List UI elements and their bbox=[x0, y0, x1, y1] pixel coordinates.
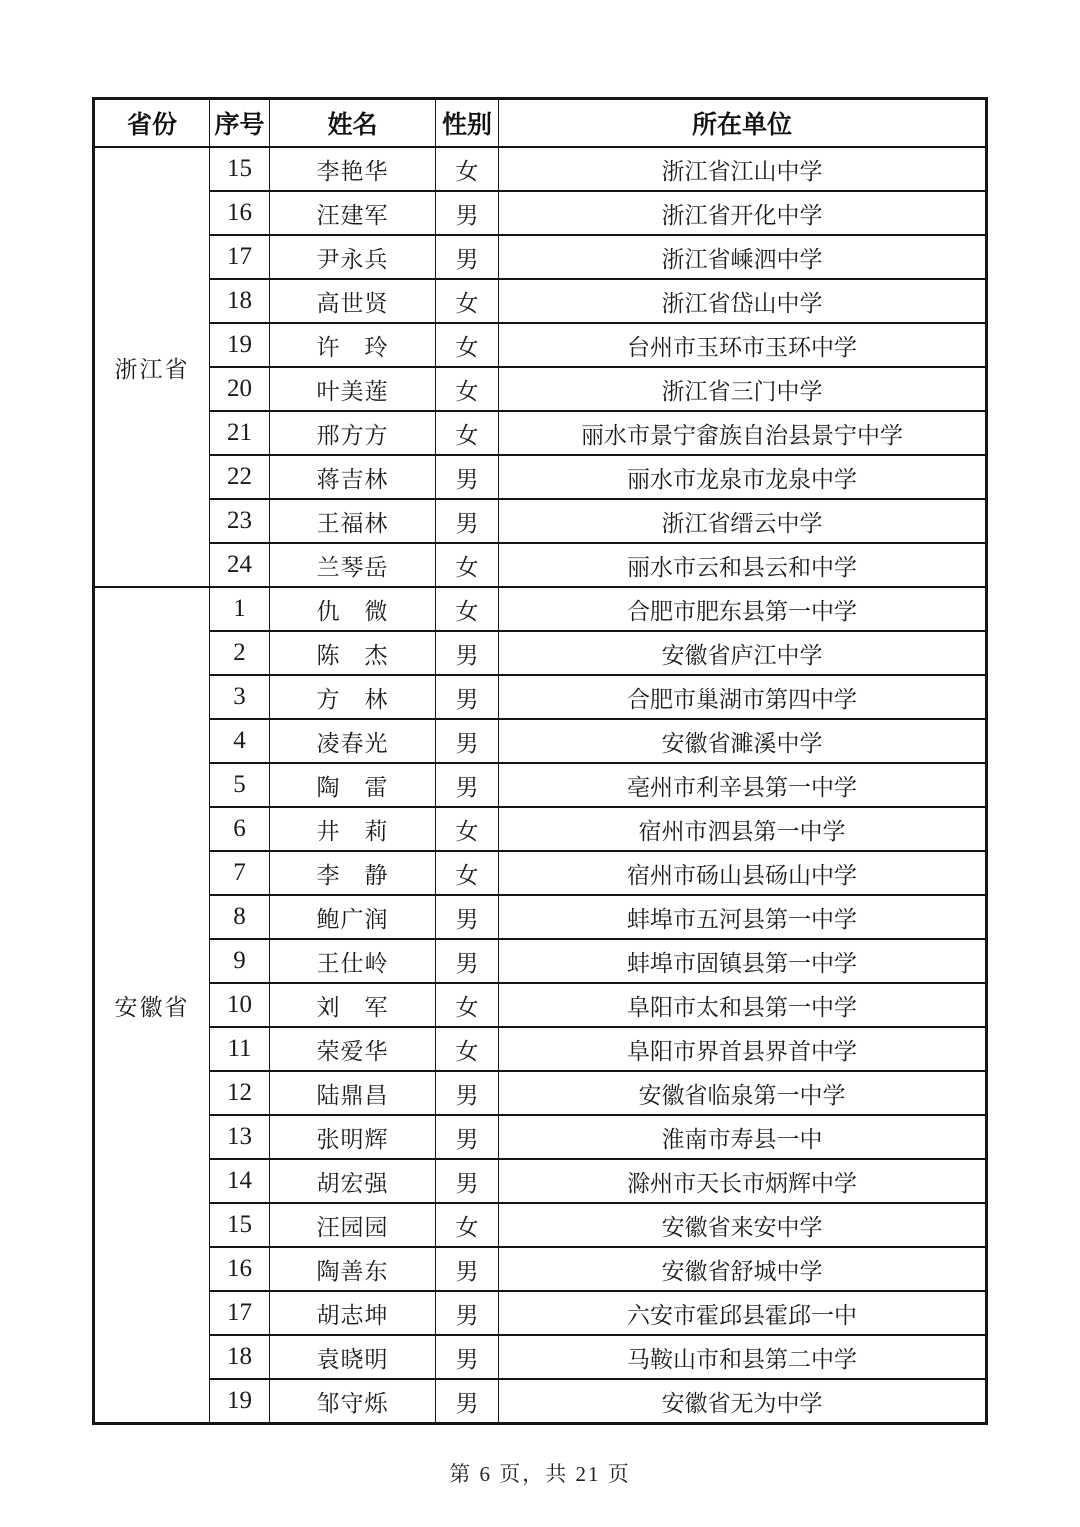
serial-cell: 2 bbox=[210, 631, 270, 675]
serial-cell: 8 bbox=[210, 895, 270, 939]
header-row bbox=[94, 99, 987, 148]
unit-cell: 安徽省来安中学 bbox=[499, 1203, 987, 1247]
unit-cell: 亳州市利辛县第一中学 bbox=[499, 763, 987, 807]
serial-cell: 19 bbox=[210, 323, 270, 367]
gender-cell: 男 bbox=[436, 939, 499, 983]
serial-cell: 16 bbox=[210, 191, 270, 235]
unit-cell: 马鞍山市和县第二中学 bbox=[499, 1335, 987, 1379]
unit-cell: 滁州市天长市炳辉中学 bbox=[499, 1159, 987, 1203]
name-cell: 李艳华 bbox=[270, 147, 436, 191]
gender-cell: 女 bbox=[436, 1027, 499, 1071]
name-cell: 汪建军 bbox=[270, 191, 436, 235]
gender-cell: 女 bbox=[436, 367, 499, 411]
unit-cell: 阜阳市太和县第一中学 bbox=[499, 983, 987, 1027]
serial-cell: 4 bbox=[210, 719, 270, 763]
name-cell: 高世贤 bbox=[270, 279, 436, 323]
serial-cell: 9 bbox=[210, 939, 270, 983]
table-row bbox=[94, 807, 987, 851]
unit-cell: 安徽省庐江中学 bbox=[499, 631, 987, 675]
name-cell: 荣爱华 bbox=[270, 1027, 436, 1071]
unit-cell: 安徽省无为中学 bbox=[499, 1379, 987, 1424]
serial-cell: 3 bbox=[210, 675, 270, 719]
gender-cell: 女 bbox=[436, 543, 499, 587]
name-cell: 蒋吉林 bbox=[270, 455, 436, 499]
unit-cell: 合肥市肥东县第一中学 bbox=[499, 587, 987, 631]
table-row bbox=[94, 1247, 987, 1291]
table-row bbox=[94, 411, 987, 455]
gender-cell: 男 bbox=[436, 1247, 499, 1291]
table-row bbox=[94, 763, 987, 807]
table-row bbox=[94, 1071, 987, 1115]
gender-cell: 男 bbox=[436, 1115, 499, 1159]
gender-cell: 男 bbox=[436, 455, 499, 499]
name-cell: 兰琴岳 bbox=[270, 543, 436, 587]
unit-cell: 丽水市景宁畲族自治县景宁中学 bbox=[499, 411, 987, 455]
province-cell: 浙江省 bbox=[94, 147, 210, 587]
name-cell: 陆鼎昌 bbox=[270, 1071, 436, 1115]
gender-cell: 男 bbox=[436, 1379, 499, 1424]
gender-cell: 男 bbox=[436, 499, 499, 543]
table-row bbox=[94, 279, 987, 323]
table-row bbox=[94, 1203, 987, 1247]
table-row bbox=[94, 147, 987, 191]
unit-cell: 安徽省舒城中学 bbox=[499, 1247, 987, 1291]
unit-cell: 安徽省濉溪中学 bbox=[499, 719, 987, 763]
name-cell: 邢方方 bbox=[270, 411, 436, 455]
gender-cell: 男 bbox=[436, 1159, 499, 1203]
table-row bbox=[94, 499, 987, 543]
roster-header bbox=[94, 99, 987, 148]
name-cell: 邹守烁 bbox=[270, 1379, 436, 1424]
serial-cell: 18 bbox=[210, 279, 270, 323]
serial-cell: 13 bbox=[210, 1115, 270, 1159]
table-row bbox=[94, 983, 987, 1027]
roster-body bbox=[94, 147, 987, 1424]
serial-cell: 15 bbox=[210, 147, 270, 191]
name-cell: 李 静 bbox=[270, 851, 436, 895]
unit-cell: 蚌埠市五河县第一中学 bbox=[499, 895, 987, 939]
table-row bbox=[94, 455, 987, 499]
gender-cell: 男 bbox=[436, 631, 499, 675]
table-row bbox=[94, 367, 987, 411]
gender-cell: 女 bbox=[436, 587, 499, 631]
header-gender: 性别 bbox=[436, 99, 499, 148]
gender-cell: 男 bbox=[436, 719, 499, 763]
name-cell: 胡宏强 bbox=[270, 1159, 436, 1203]
gender-cell: 男 bbox=[436, 1071, 499, 1115]
gender-cell: 女 bbox=[436, 411, 499, 455]
unit-cell: 浙江省三门中学 bbox=[499, 367, 987, 411]
table-row bbox=[94, 543, 987, 587]
serial-cell: 18 bbox=[210, 1335, 270, 1379]
unit-cell: 浙江省嵊泗中学 bbox=[499, 235, 987, 279]
name-cell: 陶善东 bbox=[270, 1247, 436, 1291]
table-row bbox=[94, 631, 987, 675]
gender-cell: 男 bbox=[436, 1291, 499, 1335]
table-row bbox=[94, 191, 987, 235]
name-cell: 许 玲 bbox=[270, 323, 436, 367]
unit-cell: 宿州市泗县第一中学 bbox=[499, 807, 987, 851]
name-cell: 仇 微 bbox=[270, 587, 436, 631]
table-row bbox=[94, 1379, 987, 1424]
name-cell: 王福林 bbox=[270, 499, 436, 543]
table-row bbox=[94, 1291, 987, 1335]
header-province: 省份 bbox=[94, 99, 210, 148]
name-cell: 尹永兵 bbox=[270, 235, 436, 279]
name-cell: 叶美莲 bbox=[270, 367, 436, 411]
table-row bbox=[94, 1159, 987, 1203]
table-row bbox=[94, 235, 987, 279]
unit-cell: 宿州市砀山县砀山中学 bbox=[499, 851, 987, 895]
serial-cell: 11 bbox=[210, 1027, 270, 1071]
serial-cell: 15 bbox=[210, 1203, 270, 1247]
province-cell: 安徽省 bbox=[94, 587, 210, 1424]
table-row bbox=[94, 895, 987, 939]
name-cell: 陈 杰 bbox=[270, 631, 436, 675]
serial-cell: 10 bbox=[210, 983, 270, 1027]
gender-cell: 女 bbox=[436, 1203, 499, 1247]
serial-cell: 16 bbox=[210, 1247, 270, 1291]
serial-cell: 5 bbox=[210, 763, 270, 807]
table-row bbox=[94, 587, 987, 631]
header-unit: 所在单位 bbox=[499, 99, 987, 148]
name-cell: 王仕岭 bbox=[270, 939, 436, 983]
name-cell: 胡志坤 bbox=[270, 1291, 436, 1335]
unit-cell: 浙江省缙云中学 bbox=[499, 499, 987, 543]
serial-cell: 17 bbox=[210, 1291, 270, 1335]
name-cell: 方 林 bbox=[270, 675, 436, 719]
serial-cell: 20 bbox=[210, 367, 270, 411]
unit-cell: 浙江省江山中学 bbox=[499, 147, 987, 191]
name-cell: 凌春光 bbox=[270, 719, 436, 763]
gender-cell: 男 bbox=[436, 675, 499, 719]
table-row bbox=[94, 1335, 987, 1379]
serial-cell: 19 bbox=[210, 1379, 270, 1424]
table-row bbox=[94, 851, 987, 895]
page-footer: 第 6 页，共 21 页 bbox=[449, 1462, 631, 1486]
table-row bbox=[94, 1027, 987, 1071]
gender-cell: 男 bbox=[436, 763, 499, 807]
name-cell: 袁晓明 bbox=[270, 1335, 436, 1379]
unit-cell: 六安市霍邱县霍邱一中 bbox=[499, 1291, 987, 1335]
header-name: 姓名 bbox=[270, 99, 436, 148]
serial-cell: 12 bbox=[210, 1071, 270, 1115]
table-row bbox=[94, 323, 987, 367]
name-cell: 汪园园 bbox=[270, 1203, 436, 1247]
unit-cell: 阜阳市界首县界首中学 bbox=[499, 1027, 987, 1071]
gender-cell: 女 bbox=[436, 807, 499, 851]
name-cell: 鲍广润 bbox=[270, 895, 436, 939]
unit-cell: 合肥市巢湖市第四中学 bbox=[499, 675, 987, 719]
roster-table bbox=[92, 97, 988, 1425]
serial-cell: 21 bbox=[210, 411, 270, 455]
table-row bbox=[94, 1115, 987, 1159]
unit-cell: 蚌埠市固镇县第一中学 bbox=[499, 939, 987, 983]
unit-cell: 安徽省临泉第一中学 bbox=[499, 1071, 987, 1115]
table-row bbox=[94, 939, 987, 983]
serial-cell: 24 bbox=[210, 543, 270, 587]
gender-cell: 女 bbox=[436, 983, 499, 1027]
serial-cell: 1 bbox=[210, 587, 270, 631]
gender-cell: 女 bbox=[436, 323, 499, 367]
serial-cell: 22 bbox=[210, 455, 270, 499]
gender-cell: 男 bbox=[436, 1335, 499, 1379]
unit-cell: 台州市玉环市玉环中学 bbox=[499, 323, 987, 367]
serial-cell: 14 bbox=[210, 1159, 270, 1203]
name-cell: 刘 军 bbox=[270, 983, 436, 1027]
name-cell: 井 莉 bbox=[270, 807, 436, 851]
gender-cell: 男 bbox=[436, 895, 499, 939]
gender-cell: 男 bbox=[436, 235, 499, 279]
serial-cell: 23 bbox=[210, 499, 270, 543]
header-serial: 序号 bbox=[210, 99, 270, 148]
unit-cell: 丽水市龙泉市龙泉中学 bbox=[499, 455, 987, 499]
unit-cell: 浙江省开化中学 bbox=[499, 191, 987, 235]
gender-cell: 女 bbox=[436, 279, 499, 323]
gender-cell: 男 bbox=[436, 191, 499, 235]
gender-cell: 女 bbox=[436, 147, 499, 191]
table-row bbox=[94, 675, 987, 719]
unit-cell: 丽水市云和县云和中学 bbox=[499, 543, 987, 587]
table-row bbox=[94, 719, 987, 763]
serial-cell: 7 bbox=[210, 851, 270, 895]
serial-cell: 6 bbox=[210, 807, 270, 851]
serial-cell: 17 bbox=[210, 235, 270, 279]
name-cell: 张明辉 bbox=[270, 1115, 436, 1159]
unit-cell: 浙江省岱山中学 bbox=[499, 279, 987, 323]
unit-cell: 淮南市寿县一中 bbox=[499, 1115, 987, 1159]
gender-cell: 女 bbox=[436, 851, 499, 895]
name-cell: 陶 雷 bbox=[270, 763, 436, 807]
